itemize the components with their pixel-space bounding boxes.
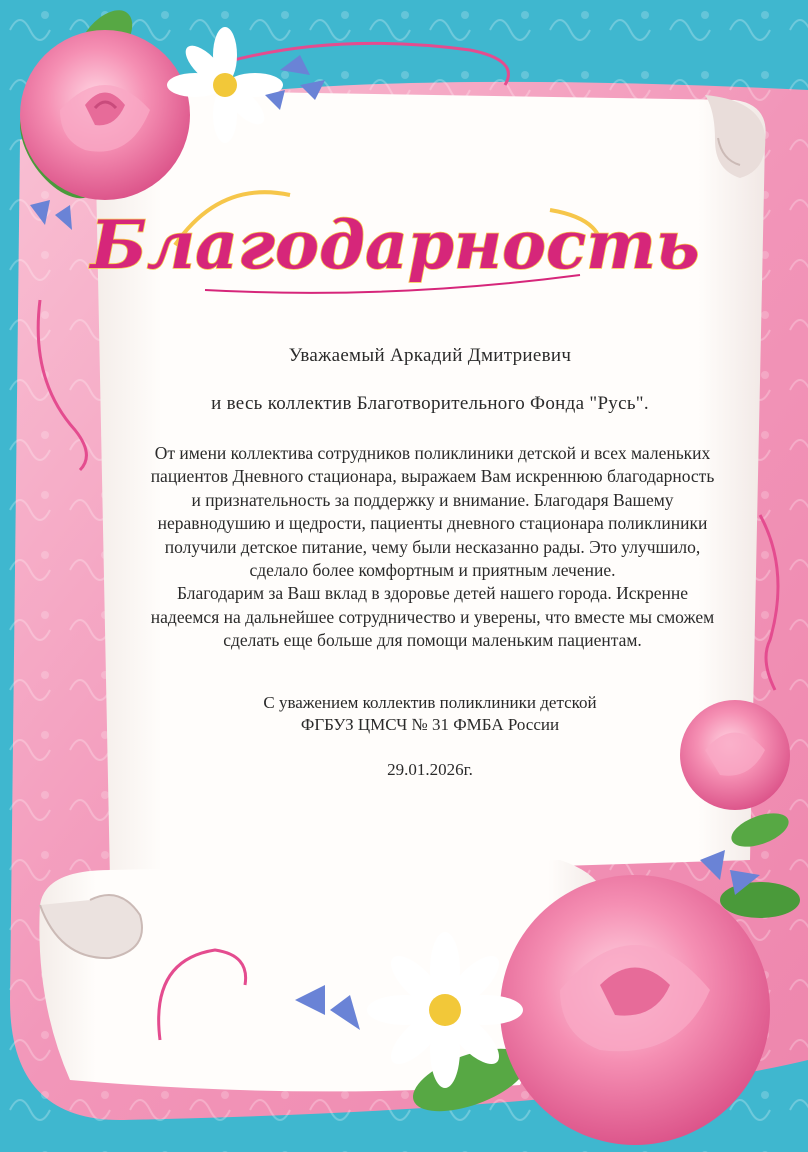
salutation: Уважаемый Аркадий Дмитриевич [288, 345, 572, 366]
document-date: 29.01.2026г. [387, 760, 473, 779]
body-line: надеемся на дальнейшее сотрудничество и уверены, что вместе мы сможем [150, 606, 715, 627]
body-line: сделать еще больше для помощи маленьким пациентам. [223, 630, 642, 651]
body-line: получили детское питание, чему были несказанно рады. Это улучшило, [164, 536, 701, 557]
certificate-title-logo [90, 150, 700, 320]
body-line: неравнодушию и щедрости, пациенты дневного стационара поликлиники [157, 513, 708, 534]
body-line: От имени коллектива сотрудников поликлиники детской и всех маленьких [154, 443, 711, 463]
body-line: сделало более комфортным и приятным лечение. [249, 560, 616, 581]
organization-name: ФГБУЗ ЦМСЧ № 31 ФМБА России [300, 715, 560, 734]
body-line: и признательность за поддержку и внимание. Благодаря Вашему [191, 489, 674, 510]
body-line: Благодарим за Ваш вклад в здоровье детей нашего города. Искренне [176, 583, 689, 604]
letter-body [80, 442, 785, 653]
signature-line: С уважением коллектив поликлиники детской [263, 693, 597, 712]
addressee: и весь коллектив Благотворительного Фонда "Русь". [211, 393, 649, 414]
body-line: пациентов Дневного стационара, выражаем Вам искреннюю благодарность [150, 466, 715, 487]
certificate-title: Благодарность [90, 206, 700, 284]
